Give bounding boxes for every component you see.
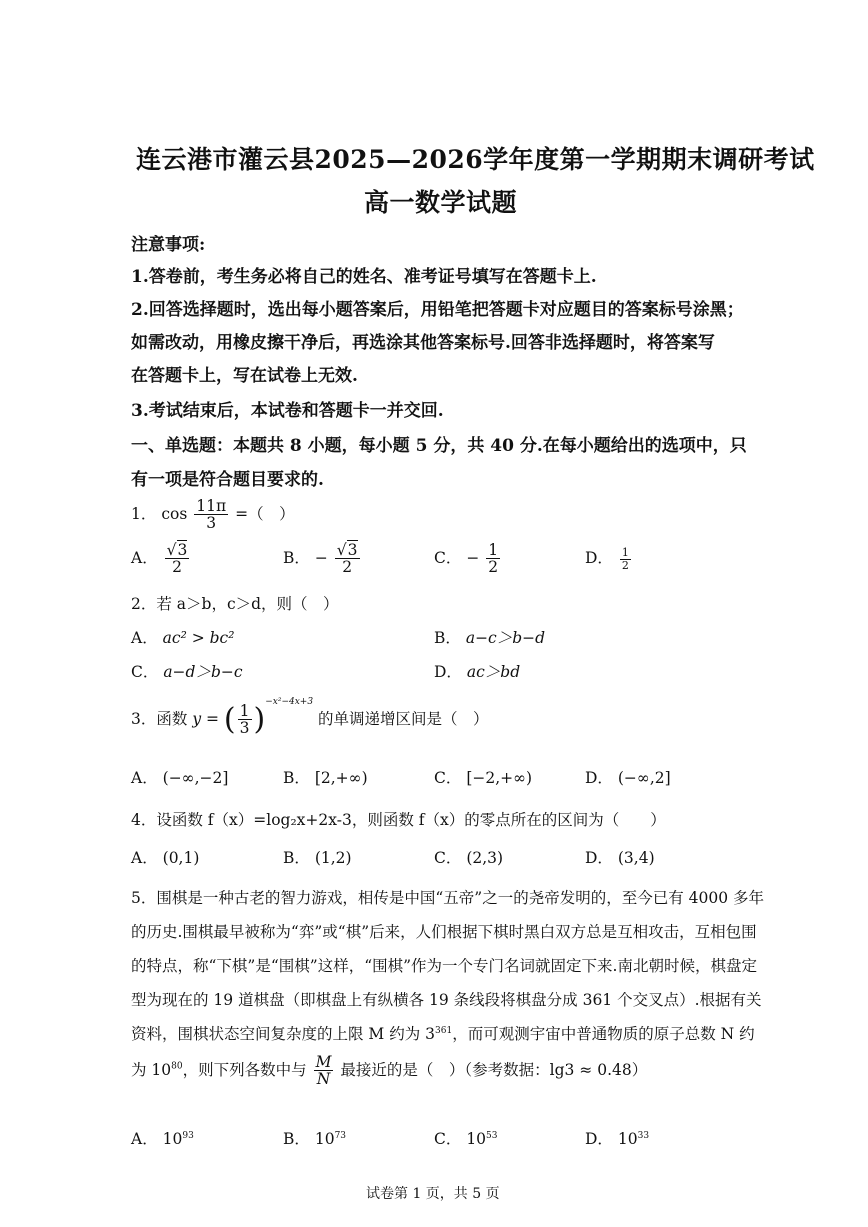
option-text: (1,2): [314, 849, 352, 867]
text-segment: ，则下列各数中与: [182, 1060, 307, 1079]
option-label: C．: [434, 849, 462, 867]
option-text: (−∞,2]: [617, 769, 671, 787]
option-text: (2,3): [466, 849, 504, 867]
option-label: A．: [131, 1130, 158, 1148]
option-label: C．: [131, 663, 159, 681]
option-label: B．: [283, 1130, 310, 1148]
fraction-denominator: 2: [488, 558, 499, 577]
power-base: 10: [617, 1130, 638, 1148]
stem-tail: =（ ）: [235, 504, 295, 523]
question-5-line1: 5．围棋是一种古老的智力游戏，相传是中国“五帝”之一的尧帝发明的，至今已有 4000 多年: [131, 889, 765, 907]
power-base: 10: [466, 1130, 487, 1148]
question-2-stem: 2．若 a＞b，c＞d，则（ ）: [131, 595, 339, 613]
question-3-stem: [131, 696, 489, 738]
question-3-option-a[interactable]: [131, 766, 228, 788]
option-label: D．: [585, 549, 613, 567]
option-label: B．: [283, 769, 310, 787]
notice-item-1: 1.答卷前，考生务必将自己的姓名、准考证号填写在答题卡上.: [131, 267, 597, 287]
question-1-option-d[interactable]: [585, 546, 633, 571]
question-5-option-a[interactable]: [131, 1127, 194, 1149]
left-paren: (: [223, 701, 236, 737]
notice-heading: 注意事项:: [131, 235, 206, 255]
fraction: [335, 542, 360, 576]
question-2-option-c[interactable]: [131, 660, 243, 682]
fraction: [194, 498, 228, 532]
question-4-stem: 4．设函数 f（x）=log₂x+2x-3，则函数 f（x）的零点所在的区间为（ ）: [131, 811, 666, 829]
option-text: (−∞,−2]: [162, 769, 229, 787]
function-y: y =: [192, 709, 219, 728]
question-4-option-a[interactable]: [131, 846, 199, 868]
notice-item-2-line2: 如需改动，用橡皮擦干净后，再选涂其他答案标号.回答非选择题时，将答案写: [131, 333, 715, 353]
power-base: 10: [162, 1130, 183, 1148]
option-text: a−c＞b−d: [465, 629, 546, 647]
question-5-line3: 的特点，称“下棋”是“围棋”这样，“围棋”作为一个专门名词就固定下来.南北朝时候，棋盘定: [131, 957, 757, 975]
option-label: C．: [434, 769, 462, 787]
fraction-numerator: M: [315, 1053, 332, 1071]
question-4-option-b[interactable]: [283, 846, 352, 868]
option-text: a−d＞b−c: [163, 663, 243, 681]
cos-text: cos: [161, 504, 188, 523]
fraction-numerator: 1: [239, 702, 250, 720]
fraction: [486, 542, 500, 576]
question-5-option-b[interactable]: [283, 1127, 346, 1149]
fraction-numerator: √3: [336, 541, 358, 559]
question-3-option-b[interactable]: [283, 766, 368, 788]
power-base: 10: [314, 1130, 335, 1148]
option-label: B．: [434, 629, 461, 647]
question-5-line4: 型为现在的 19 道棋盘（即棋盘上有纵横各 19 条线段将棋盘分成 361 个交叉点）.根据有关: [131, 991, 762, 1009]
text-segment: 为 10: [131, 1060, 172, 1079]
sqrt-radicand: 3: [177, 541, 188, 559]
fraction-denominator: 2: [342, 558, 353, 577]
option-label: B．: [283, 849, 310, 867]
minus-sign: −: [466, 548, 480, 567]
option-label: B．: [283, 548, 310, 567]
fraction-denominator: N: [316, 1070, 331, 1089]
question-5-line6: [131, 1054, 647, 1088]
question-5-line5: [131, 1022, 755, 1044]
fraction-denominator: 3: [206, 514, 217, 533]
question-4-option-d[interactable]: [585, 846, 655, 868]
sqrt-radicand: 3: [347, 541, 358, 559]
fraction-numerator: √3: [166, 541, 188, 559]
power-exponent: 93: [182, 1130, 194, 1141]
text-segment: 最接近的是（ ）（参考数据：lg3 ≈ 0.48）: [340, 1060, 648, 1079]
option-text: (3,4): [617, 849, 655, 867]
option-text: [2,+∞): [314, 769, 368, 787]
question-1-stem: [131, 498, 295, 532]
option-label: C．: [434, 1130, 462, 1148]
superscript: 361: [435, 1025, 453, 1036]
question-number: 1．: [131, 504, 157, 523]
exponent: −x²−4x+3: [265, 696, 314, 707]
question-2-option-d[interactable]: [434, 660, 520, 682]
question-5-line2: 的历史.围棋最早被称为“弈”或“棋”后来，人们根据下棋时黑白双方总是互相攻击，互相包围: [131, 923, 757, 941]
superscript: 80: [171, 1061, 183, 1072]
option-label: A．: [131, 849, 158, 867]
page-title-line2: 高一数学试题: [364, 188, 518, 217]
option-label: A．: [131, 548, 158, 567]
stem-tail: 的单调递增区间是（ ）: [318, 709, 489, 728]
notice-item-2-line3: 在答题卡上，写在试卷上无效.: [131, 366, 358, 386]
option-text: ac² > bc²: [162, 629, 235, 647]
question-1-option-a[interactable]: [131, 542, 191, 576]
section-heading-line2: 有一项是符合题目要求的.: [131, 470, 324, 490]
option-text: [−2,+∞): [466, 769, 533, 787]
fraction: [238, 703, 252, 737]
notice-item-3: 3.考试结束后，本试卷和答题卡一并交回.: [131, 401, 444, 421]
fraction-denominator: 3: [239, 719, 250, 738]
question-4-option-c[interactable]: [434, 846, 503, 868]
option-text: ac＞bd: [466, 663, 521, 681]
question-1-option-b[interactable]: [283, 542, 362, 576]
minus-sign: −: [314, 548, 328, 567]
option-label: A．: [131, 769, 158, 787]
option-label: D．: [585, 849, 613, 867]
right-paren: ): [253, 701, 266, 737]
power-exponent: 33: [637, 1130, 650, 1141]
fraction: [314, 1054, 334, 1088]
text-segment: ，而可观测宇宙中普通物质的原子总数 N 约: [452, 1025, 755, 1043]
fraction: [165, 542, 190, 576]
question-2-option-b[interactable]: [434, 626, 545, 648]
option-label: D．: [585, 1130, 613, 1148]
fraction-denominator: 2: [172, 558, 182, 577]
fraction-numerator: 11π: [196, 497, 227, 515]
option-label: D．: [585, 769, 613, 787]
option-label: A．: [131, 629, 158, 647]
question-5-option-d[interactable]: [585, 1127, 649, 1149]
fraction-numerator: 1: [621, 545, 629, 559]
section-heading-line1: 一、单选题：本题共 8 小题，每小题 5 分，共 40 分.在每小题给出的选项中，只: [131, 436, 747, 456]
notice-item-2-line1: 2.回答选择题时，选出每小题答案后，用铅笔把答题卡对应题目的答案标号涂黑；: [131, 300, 744, 320]
fraction-denominator: 2: [621, 558, 629, 572]
text-segment: 资料，围棋状态空间复杂度的上限 M 约为 3: [131, 1025, 436, 1043]
question-2-option-a[interactable]: [131, 626, 234, 648]
page-footer: 试卷第 1 页，共 5 页: [366, 1186, 500, 1202]
power-exponent: 73: [334, 1130, 347, 1141]
question-3-option-d[interactable]: [585, 766, 671, 788]
fraction-numerator: 1: [488, 541, 499, 559]
option-label: D．: [434, 663, 462, 681]
question-number: 3．函数: [131, 709, 188, 728]
question-1-option-c[interactable]: [434, 542, 502, 576]
question-3-option-c[interactable]: [434, 766, 532, 788]
question-5-option-c[interactable]: [434, 1127, 498, 1149]
fraction: [620, 547, 631, 571]
page-title-line1: 连云港市灌云县2025—2026学年度第一学期期末调研考试: [136, 145, 815, 174]
option-text: (0,1): [162, 849, 200, 867]
power-exponent: 53: [486, 1130, 498, 1141]
option-label: C．: [434, 548, 462, 567]
